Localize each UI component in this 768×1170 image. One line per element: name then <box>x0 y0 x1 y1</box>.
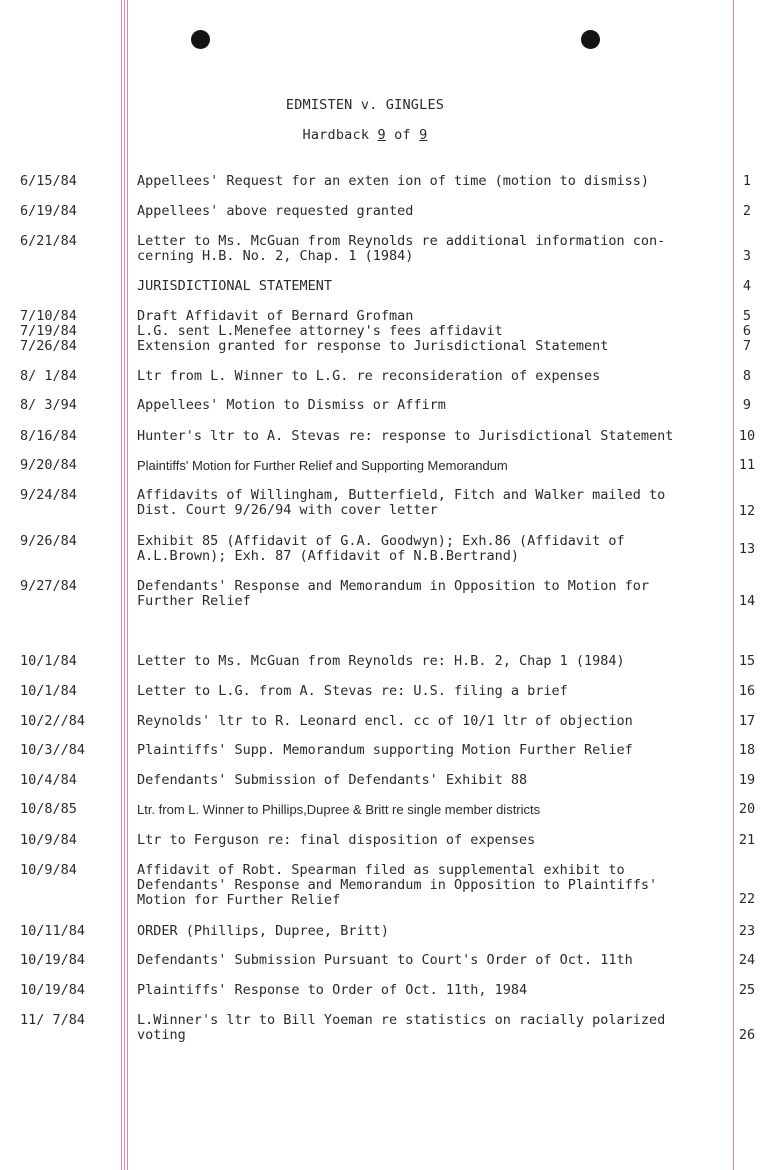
entry-number: 21 <box>738 832 756 848</box>
entry-description <box>137 339 732 354</box>
entry-date-text: 9/20/84 <box>20 457 77 473</box>
entry-description-line: L.G. sent L.Menefee attorney's fees affidavit <box>137 323 503 339</box>
entry-description-line: Ltr to Ferguson re: final disposition of expenses <box>137 832 536 848</box>
entry-description <box>137 983 732 998</box>
entry-description-line: Reynolds' ltr to R. Leonard encl. cc of 10/1 ltr of objection <box>137 713 633 729</box>
entry-description <box>137 309 732 324</box>
entry-date-text: 10/11/84 <box>20 923 86 939</box>
entry-description <box>137 398 732 413</box>
entry-description <box>137 833 732 848</box>
entry-number: 8 <box>742 368 752 384</box>
entry-description-line: Plaintiffs' Response to Order of Oct. 11th, 1984 <box>137 982 528 998</box>
punch-hole-left <box>191 30 210 49</box>
entry-description <box>137 488 732 518</box>
entry-description-line: Ltr. from L. Winner to Phillips,Dupree & Britt re single member districts <box>137 802 541 817</box>
entry-description-line: Affidavits of Willingham, Butterfield, Fitch and Walker mailed to <box>137 487 666 503</box>
entry-number: 11 <box>738 457 756 473</box>
entry-date-text: 11/ 7/84 <box>20 1012 86 1028</box>
entry-description <box>137 863 732 908</box>
entry-date-text: 10/9/84 <box>20 832 77 848</box>
entry-date-text: 6/15/84 <box>20 173 77 189</box>
entry-description-line: Letter to Ms. McGuan from Reynolds re: H.B. 2, Chap 1 (1984) <box>137 653 625 669</box>
entry-number: 16 <box>738 683 756 699</box>
entry-number: 3 <box>742 248 752 264</box>
entry-description-line: Extension granted for response to Jurisdictional Statement <box>137 338 609 354</box>
entry-description <box>137 773 732 788</box>
entry-date-text: 6/21/84 <box>20 233 77 249</box>
entry-description <box>137 953 732 968</box>
entry-description-line: Defendants' Response and Memorandum in Opposition to Plaintiffs' <box>137 877 658 893</box>
entry-date-text: 10/19/84 <box>20 952 86 968</box>
entry-description-line: Defendants' Submission of Defendants' Exhibit 88 <box>137 772 528 788</box>
entry-description-line: Letter to L.G. from A. Stevas re: U.S. filing a brief <box>137 683 568 699</box>
entry-date-text: 7/26/84 <box>20 338 77 354</box>
punch-hole-right <box>581 30 600 49</box>
entry-description-line: Defendants' Submission Pursuant to Court's Order of Oct. 11th <box>137 952 633 968</box>
entry-date-text: 9/24/84 <box>20 487 77 503</box>
entry-description-line: Draft Affidavit of Bernard Grofman <box>137 308 414 324</box>
entry-number: 14 <box>738 593 756 609</box>
entry-date-text: 8/16/84 <box>20 428 77 444</box>
entry-description <box>137 534 732 564</box>
entry-description <box>137 802 732 817</box>
entry-number: 4 <box>742 278 752 294</box>
entry-description <box>137 234 732 264</box>
volume-label: Hardback 9 of 9 <box>302 127 428 143</box>
entry-description <box>137 743 732 758</box>
entry-number: 1 <box>742 173 752 189</box>
entry-description <box>137 429 732 444</box>
entry-number: 20 <box>738 801 756 817</box>
entry-number: 9 <box>742 397 752 413</box>
entry-description-line: Further Relief <box>137 593 251 609</box>
entry-number: 10 <box>738 428 756 444</box>
case-title: EDMISTEN v. GINGLES <box>285 97 445 113</box>
entry-description <box>137 1013 732 1043</box>
entry-description-line: Appellees' above requested granted <box>137 203 414 219</box>
entry-description <box>137 684 732 699</box>
entry-description-line: JURISDICTIONAL STATEMENT <box>137 278 333 294</box>
entry-description-line: Letter to Ms. McGuan from Reynolds re additional information con- <box>137 233 666 249</box>
entry-description-line: Appellees' Request for an exten ion of time (motion to dismiss) <box>137 173 650 189</box>
entry-description-line: Appellees' Motion to Dismiss or Affirm <box>137 397 446 413</box>
entry-description <box>137 369 732 384</box>
left-margin-rule-3 <box>127 0 128 1170</box>
entry-number: 17 <box>738 713 756 729</box>
entry-number: 13 <box>738 541 756 557</box>
entry-description <box>137 279 732 294</box>
entry-description-line: Hunter's ltr to A. Stevas re: response to Jurisdictional Statement <box>137 428 674 444</box>
entry-number: 5 <box>742 308 752 324</box>
entry-description-line: cerning H.B. No. 2, Chap. 1 (1984) <box>137 248 414 264</box>
entry-description-line: Plaintiffs' Supp. Memorandum supporting Motion Further Relief <box>137 742 633 758</box>
entry-number: 18 <box>738 742 756 758</box>
entry-date-text: 10/4/84 <box>20 772 77 788</box>
entry-description-line: Exhibit 85 (Affidavit of G.A. Goodwyn); Exh.86 (Affidavit of <box>137 533 625 549</box>
left-margin-rule-1 <box>121 0 122 1170</box>
left-margin-rule-2 <box>124 0 125 1170</box>
volume-number: 9 <box>377 127 386 143</box>
entry-description-line: A.L.Brown); Exh. 87 (Affidavit of N.B.Bertrand) <box>137 548 520 564</box>
entry-date-text: 10/1/84 <box>20 653 77 669</box>
entry-number: 12 <box>738 503 756 519</box>
entry-date-text: 9/26/84 <box>20 533 77 549</box>
entry-date-text: 6/19/84 <box>20 203 77 219</box>
entry-number: 24 <box>738 952 756 968</box>
entry-number: 25 <box>738 982 756 998</box>
entry-date-text: 10/19/84 <box>20 982 86 998</box>
entry-description-line: Dist. Court 9/26/94 with cover letter <box>137 502 438 518</box>
entry-description-line: L.Winner's ltr to Bill Yoeman re statistics on racially polarized <box>137 1012 666 1028</box>
entry-date-text: 10/9/84 <box>20 862 77 878</box>
entry-description-line: Motion for Further Relief <box>137 892 341 908</box>
entry-number: 26 <box>738 1027 756 1043</box>
entry-number: 15 <box>738 653 756 669</box>
entry-description-line: Defendants' Response and Memorandum in Opposition to Motion for <box>137 578 650 594</box>
entry-number: 6 <box>742 323 752 339</box>
entry-description-line: Ltr from L. Winner to L.G. re reconsideration of expenses <box>137 368 601 384</box>
entry-date-text: 10/2//84 <box>20 713 86 729</box>
volume-total: 9 <box>419 127 428 143</box>
entry-description <box>137 579 732 609</box>
entry-description <box>137 714 732 729</box>
entry-number: 7 <box>742 338 752 354</box>
entry-number: 23 <box>738 923 756 939</box>
entry-description-line: Affidavit of Robt. Spearman filed as supplemental exhibit to <box>137 862 625 878</box>
entry-date-text: 8/ 3/94 <box>20 397 77 413</box>
entry-date-text: 8/ 1/84 <box>20 368 77 384</box>
entry-description <box>137 924 732 939</box>
entry-description-line: Plaintiffs' Motion for Further Relief and Supporting Memorandum <box>137 458 508 473</box>
entry-description-line: ORDER (Phillips, Dupree, Britt) <box>137 923 389 939</box>
entry-date-text: 7/19/84 <box>20 323 77 339</box>
entry-date-text: 10/3//84 <box>20 742 86 758</box>
entry-date-text: 10/1/84 <box>20 683 77 699</box>
entry-description <box>137 458 732 473</box>
entry-date-text: 9/27/84 <box>20 578 77 594</box>
entry-number: 22 <box>738 891 756 907</box>
entry-date-text: 10/8/85 <box>20 801 77 817</box>
entry-description-line: voting <box>137 1027 186 1043</box>
entry-number: 19 <box>738 772 756 788</box>
entry-number: 2 <box>742 203 752 219</box>
entry-description <box>137 174 732 189</box>
entry-description <box>137 654 732 669</box>
entry-date-text: 7/10/84 <box>20 308 77 324</box>
entry-description <box>137 204 732 219</box>
entry-description <box>137 324 732 339</box>
